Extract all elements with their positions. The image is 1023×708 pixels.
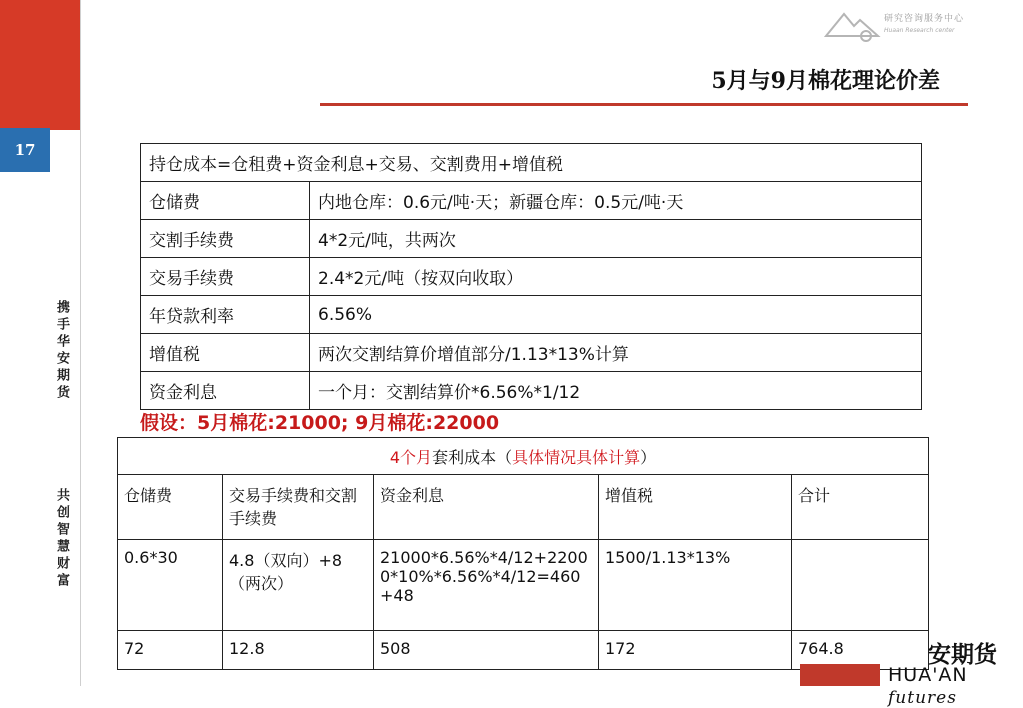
mountain-logo-icon <box>822 6 882 44</box>
arb-title-close: ） <box>640 447 657 467</box>
price-assumption: 假设：5月棉花:21000; 9月棉花:22000 <box>140 412 500 434</box>
table-cell: 增值税 <box>141 334 310 372</box>
arb-table-title <box>118 438 929 475</box>
column-header: 增值税 <box>599 475 792 540</box>
logo-en-text: Huaan Research center <box>884 27 955 34</box>
table-row <box>141 182 922 220</box>
huaan-futures-logo <box>800 634 1023 708</box>
column-header: 合计 <box>792 475 929 540</box>
sidebar-red-block <box>0 0 80 130</box>
logo-en <box>888 664 1023 708</box>
table-cell: 资金利息 <box>141 372 310 410</box>
table-cell: 内地仓库：0.6元/吨·天；新疆仓库：0.5元/吨·天 <box>310 182 922 220</box>
table-row <box>141 144 922 182</box>
table-row <box>141 334 922 372</box>
arb-title-note: 具体情况具体计算 <box>512 447 641 467</box>
table-cell: 4*2元/吨，共两次 <box>310 220 922 258</box>
table-cell: 21000*6.56%*4/12+22000*10%*6.56%*4/12=460+48 <box>374 540 599 631</box>
side-slogan-1: 携手华安期货 <box>54 300 69 402</box>
logo-en-futures: futures <box>888 688 957 708</box>
table-row <box>118 540 929 631</box>
column-header: 仓储费 <box>118 475 223 540</box>
table-cell: 172 <box>599 631 792 670</box>
table-cell: 仓储费 <box>141 182 310 220</box>
logo-cn-text: 研究咨询服务中心 <box>884 14 965 24</box>
table-cell <box>792 540 929 631</box>
table-cell: 年贷款利率 <box>141 296 310 334</box>
column-header: 资金利息 <box>374 475 599 540</box>
logo-en-name: HUA'AN <box>888 664 968 686</box>
cost-table-header: 持仓成本=仓租费+资金利息+交易、交割费用+增值税 <box>141 144 922 182</box>
table-row <box>141 220 922 258</box>
table-row <box>118 475 929 540</box>
table-row <box>141 372 922 410</box>
table-cell: 交易手续费 <box>141 258 310 296</box>
table-row <box>141 258 922 296</box>
table-cell: 12.8 <box>223 631 374 670</box>
table-cell: 0.6*30 <box>118 540 223 631</box>
table-cell: 508 <box>374 631 599 670</box>
sidebar-divider <box>80 0 81 686</box>
arb-title-period: 4个月 <box>389 447 433 467</box>
table-cell: 1500/1.13*13% <box>599 540 792 631</box>
title-underline <box>320 103 968 106</box>
table-cell: 一个月：交割结算价*6.56%*1/12 <box>310 372 922 410</box>
table-cell: 两次交割结算价增值部分/1.13*13%计算 <box>310 334 922 372</box>
logo-mark-icon <box>800 664 880 686</box>
page-number-badge: 17 <box>0 128 50 172</box>
logo-cn: 安期货 <box>928 642 997 668</box>
table-cell: 2.4*2元/吨（按双向收取） <box>310 258 922 296</box>
holding-cost-table <box>140 143 922 410</box>
table-cell: 72 <box>118 631 223 670</box>
page-title: 5月与9月棉花理论价差 <box>711 68 940 94</box>
research-center-logo <box>822 6 1002 44</box>
table-cell: 6.56% <box>310 296 922 334</box>
arb-title-main: 套利成本（ <box>432 447 513 467</box>
table-row <box>141 296 922 334</box>
table-row <box>118 438 929 475</box>
table-cell: 764.8 <box>792 631 929 670</box>
table-cell: 交割手续费 <box>141 220 310 258</box>
side-slogan-2: 共创智慧财富 <box>54 488 69 590</box>
table-cell: 4.8（双向）+8（两次） <box>223 540 374 631</box>
column-header: 交易手续费和交割手续费 <box>223 475 374 540</box>
